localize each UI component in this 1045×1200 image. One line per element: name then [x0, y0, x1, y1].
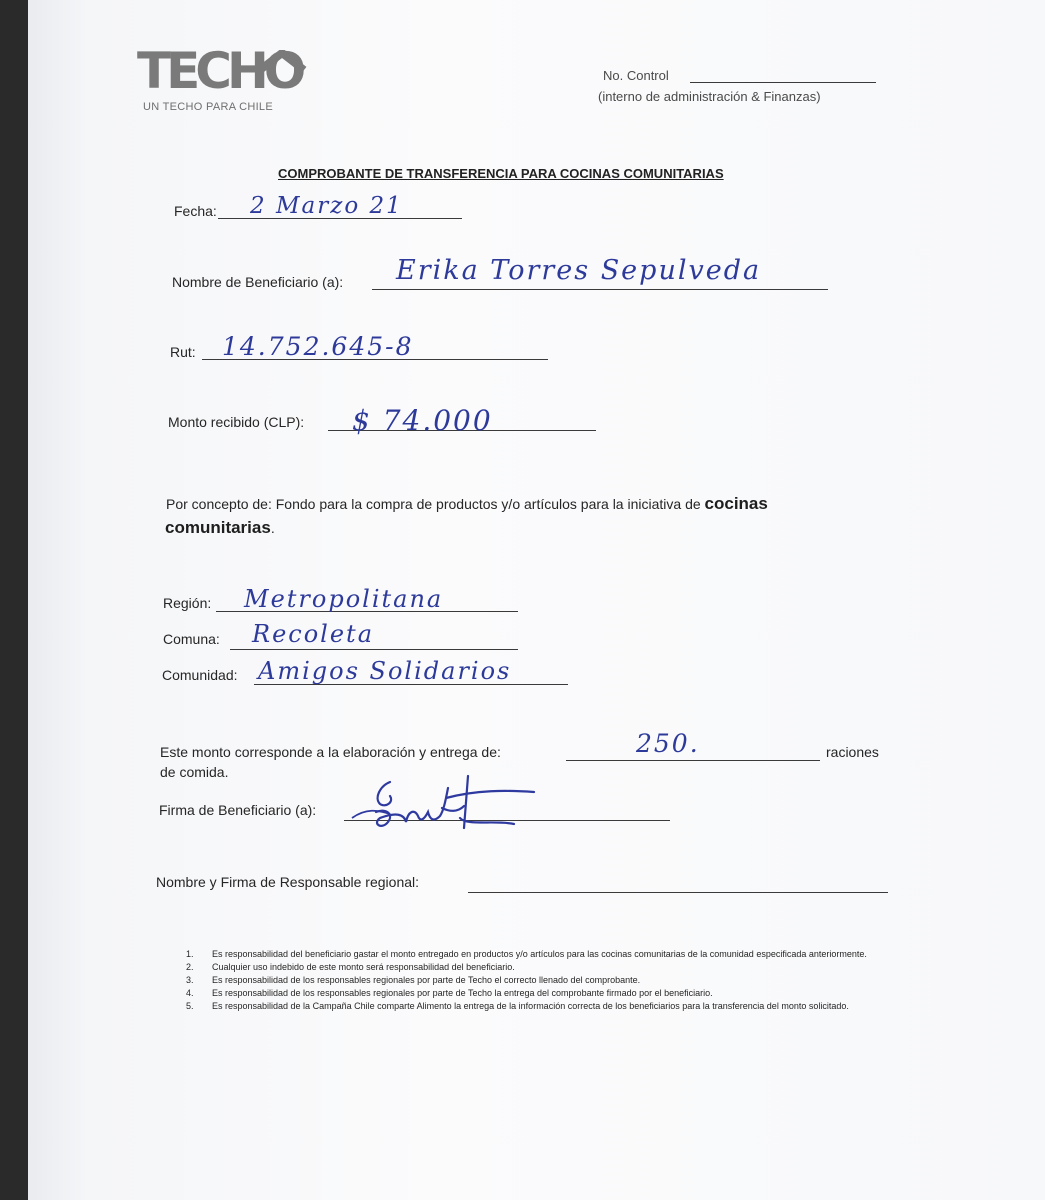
techo-logo: TECHO	[137, 42, 302, 100]
comunidad-value: Amigos Solidarios	[258, 657, 512, 685]
raciones-value: 250.	[636, 729, 700, 758]
region-label: Región:	[163, 595, 212, 611]
raciones-unit: raciones	[826, 744, 879, 760]
note-item: 5. Es responsabilidad de la Campaña Chile comparte Alimento la entrega de la información correcta de los beneficiarios para la transferencia del monto solicitado.	[186, 1001, 849, 1011]
concepto-bold-comunitarias: comunitarias	[165, 518, 271, 537]
note-item: 3. Es responsabilidad de los responsables regionales por parte de Techo el correcto llenado del comprobante.	[186, 975, 641, 985]
comuna-value: Recoleta	[252, 620, 374, 648]
concepto-main: Por concepto de: Fondo para la compra de productos y/o artículos para la iniciativa de	[166, 496, 701, 512]
nombre-line	[372, 289, 828, 290]
raciones-text-2: de comida.	[160, 764, 229, 780]
note-item: 4. Es responsabilidad de los responsables regionales por parte de Techo la entrega del comprobante firmado por el beneficiario.	[186, 988, 713, 998]
comuna-label: Comuna:	[163, 631, 220, 647]
concepto-end: .	[270, 520, 275, 536]
fecha-label: Fecha:	[174, 203, 217, 219]
monto-label: Monto recibido (CLP):	[168, 414, 305, 430]
concepto-line-2	[165, 518, 275, 538]
logo-tagline: UN TECHO PARA CHILE	[143, 101, 273, 113]
document-title: COMPROBANTE DE TRANSFERENCIA PARA COCINAS COMUNITARIAS	[278, 166, 724, 181]
notes-list	[186, 948, 906, 1013]
concepto-text	[166, 494, 768, 514]
comunidad-label: Comunidad:	[162, 667, 238, 683]
monto-value: $ 74.000	[352, 404, 493, 437]
note-item: 2. Cualquier uso indebido de este monto será responsabilidad del beneficiario.	[186, 962, 515, 972]
control-number-label: No. Control	[603, 68, 669, 83]
rut-label: Rut:	[170, 344, 196, 360]
concepto-bold-cocinas: cocinas	[704, 494, 768, 513]
note-item: 1. Es responsabilidad del beneficiario gastar el monto entregado en productos y/o artículos para las cocinas comunitarias de la comunidad especificada anteriormente.	[186, 949, 867, 959]
responsable-line	[468, 892, 888, 893]
firma-label: Firma de Beneficiario (a):	[159, 802, 317, 818]
nombre-label: Nombre de Beneficiario (a):	[172, 274, 344, 290]
control-number-line	[690, 82, 876, 83]
house-roof-icon	[256, 50, 308, 92]
nombre-value: Erika Torres Sepulveda	[396, 255, 762, 286]
region-value: Metropolitana	[244, 585, 444, 613]
beneficiary-signature	[346, 768, 546, 848]
raciones-text: Este monto corresponde a la elaboración y entrega de:	[160, 744, 501, 760]
fecha-value: 2 Marzo 21	[250, 193, 403, 219]
rut-value: 14.752.645-8	[222, 332, 414, 361]
raciones-line	[566, 760, 820, 761]
comuna-line	[230, 649, 518, 650]
responsable-label: Nombre y Firma de Responsable regional:	[156, 874, 420, 890]
control-number-note: (interno de administración & Finanzas)	[598, 89, 821, 104]
